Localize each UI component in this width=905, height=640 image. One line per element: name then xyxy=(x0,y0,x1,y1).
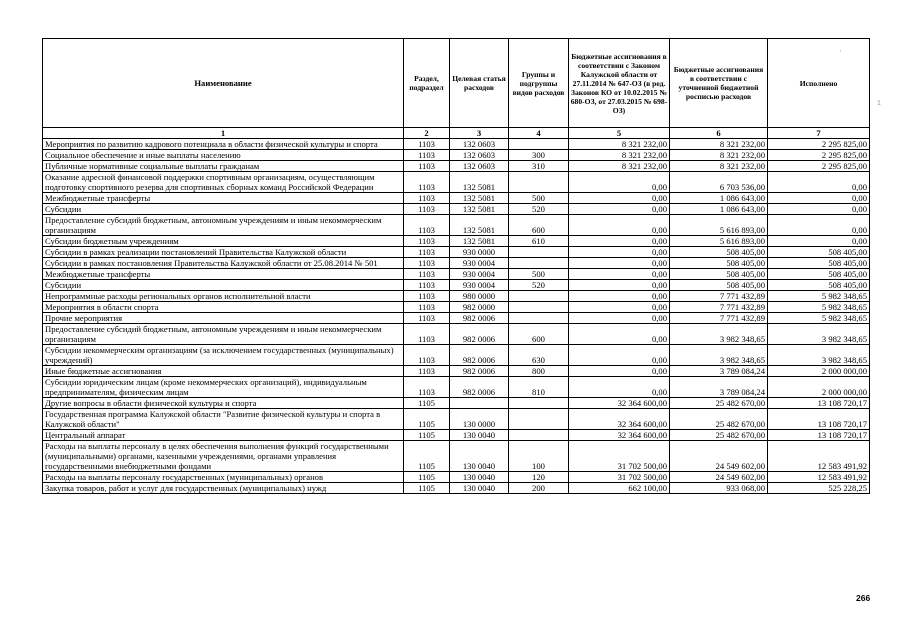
cell-group: 800 xyxy=(509,366,569,377)
cell-executed: 2 000 000,00 xyxy=(768,377,870,398)
table-row xyxy=(43,398,870,409)
table-row xyxy=(43,409,870,430)
table-row xyxy=(43,161,870,172)
cell-section: 1103 xyxy=(404,280,450,291)
table-row xyxy=(43,377,870,398)
cell-section: 1105 xyxy=(404,409,450,430)
header-groups: Группы и подгруппы видов расходов xyxy=(509,39,569,128)
cell-law-appropriations: 0,00 xyxy=(569,302,670,313)
table-row xyxy=(43,269,870,280)
cell-target: 980 0000 xyxy=(450,291,509,302)
cell-name: Закупка товаров, работ и услуг для государственных (муниципальных) нужд xyxy=(43,483,404,494)
cell-target: 982 0006 xyxy=(450,377,509,398)
cell-group: 520 xyxy=(509,280,569,291)
cell-law-appropriations: 662 100,00 xyxy=(569,483,670,494)
cell-name: Расходы на выплаты персоналу государственных (муниципальных) органов xyxy=(43,472,404,483)
cell-law-appropriations: 0,00 xyxy=(569,313,670,324)
cell-executed: 2 295 825,00 xyxy=(768,139,870,150)
cell-executed: 3 982 348,65 xyxy=(768,345,870,366)
cell-executed: 2 295 825,00 xyxy=(768,161,870,172)
table-row xyxy=(43,472,870,483)
cell-section: 1103 xyxy=(404,269,450,280)
cell-law-appropriations: 0,00 xyxy=(569,324,670,345)
cell-group: 120 xyxy=(509,472,569,483)
cell-group xyxy=(509,398,569,409)
cell-executed: 2 295 825,00 xyxy=(768,150,870,161)
cell-law-appropriations: 32 364 600,00 xyxy=(569,398,670,409)
cell-executed: 12 583 491,92 xyxy=(768,441,870,472)
column-number: 6 xyxy=(670,128,768,139)
cell-target: 130 0040 xyxy=(450,472,509,483)
cell-executed: 508 405,00 xyxy=(768,269,870,280)
cell-group xyxy=(509,313,569,324)
cell-target: 930 0000 xyxy=(450,247,509,258)
cell-target: 132 5081 xyxy=(450,193,509,204)
cell-target: 132 5081 xyxy=(450,236,509,247)
cell-refined-appropriations: 3 982 348,65 xyxy=(670,324,768,345)
cell-law-appropriations: 0,00 xyxy=(569,345,670,366)
cell-law-appropriations: 0,00 xyxy=(569,258,670,269)
cell-group: 600 xyxy=(509,324,569,345)
cell-section: 1103 xyxy=(404,291,450,302)
cell-refined-appropriations: 25 482 670,00 xyxy=(670,430,768,441)
cell-executed: 0,00 xyxy=(768,193,870,204)
cell-refined-appropriations: 24 549 602,00 xyxy=(670,441,768,472)
cell-law-appropriations: 0,00 xyxy=(569,236,670,247)
cell-group xyxy=(509,302,569,313)
header-law-appropriations: Бюджетные ассигнования в соответствии с Законом Калужской области от 27.11.2014 № 647-ОЗ (в ред. Законов КО от 10.02.2015 № 680-ОЗ, от 27.03.2015 № 698-ОЗ) xyxy=(569,39,670,128)
cell-executed: 13 108 720,17 xyxy=(768,398,870,409)
cell-law-appropriations: 0,00 xyxy=(569,204,670,215)
cell-section: 1103 xyxy=(404,366,450,377)
cell-executed: 508 405,00 xyxy=(768,280,870,291)
cell-name: Мероприятия в области спорта xyxy=(43,302,404,313)
cell-target xyxy=(450,398,509,409)
budget-table xyxy=(42,38,870,494)
cell-section: 1105 xyxy=(404,472,450,483)
cell-target: 130 0000 xyxy=(450,409,509,430)
scan-mark: 1 xyxy=(877,100,881,107)
cell-name: Субсидии xyxy=(43,204,404,215)
cell-refined-appropriations: 8 321 232,00 xyxy=(670,161,768,172)
table-row xyxy=(43,366,870,377)
cell-law-appropriations: 0,00 xyxy=(569,280,670,291)
cell-target: 130 0040 xyxy=(450,430,509,441)
cell-law-appropriations: 8 321 232,00 xyxy=(569,161,670,172)
cell-group: 500 xyxy=(509,193,569,204)
cell-refined-appropriations: 5 616 893,00 xyxy=(670,215,768,236)
table-row xyxy=(43,345,870,366)
cell-section: 1103 xyxy=(404,324,450,345)
cell-target: 982 0006 xyxy=(450,313,509,324)
cell-target: 930 0004 xyxy=(450,280,509,291)
cell-refined-appropriations: 933 068,00 xyxy=(670,483,768,494)
cell-law-appropriations: 8 321 232,00 xyxy=(569,150,670,161)
cell-section: 1103 xyxy=(404,302,450,313)
cell-group xyxy=(509,258,569,269)
table-row xyxy=(43,291,870,302)
cell-executed: 12 583 491,92 xyxy=(768,472,870,483)
table-row xyxy=(43,313,870,324)
cell-group: 500 xyxy=(509,269,569,280)
table-row xyxy=(43,302,870,313)
table-header xyxy=(43,39,870,139)
cell-target: 982 0006 xyxy=(450,366,509,377)
cell-name: Предоставление субсидий бюджетным, автономным учреждениям и иным некоммерческим организациям xyxy=(43,324,404,345)
cell-group: 610 xyxy=(509,236,569,247)
table-row xyxy=(43,150,870,161)
cell-section: 1103 xyxy=(404,377,450,398)
cell-name: Субсидии бюджетным учреждениям xyxy=(43,236,404,247)
table-row xyxy=(43,483,870,494)
cell-name: Оказание адресной финансовой поддержки спортивным организациям, осуществляющим подготовку спортивного резерва для спортивных сборных команд Российской Федерации xyxy=(43,172,404,193)
table-row xyxy=(43,172,870,193)
cell-name: Субсидии некоммерческим организациям (за исключением государственных (муниципальных) учреждений) xyxy=(43,345,404,366)
cell-refined-appropriations: 3 789 084,24 xyxy=(670,366,768,377)
cell-section: 1103 xyxy=(404,258,450,269)
cell-law-appropriations: 0,00 xyxy=(569,247,670,258)
cell-law-appropriations: 0,00 xyxy=(569,269,670,280)
cell-refined-appropriations: 7 771 432,89 xyxy=(670,313,768,324)
column-number: 5 xyxy=(569,128,670,139)
cell-group: 810 xyxy=(509,377,569,398)
cell-name: Социальное обеспечение и иные выплаты населению xyxy=(43,150,404,161)
table-row xyxy=(43,258,870,269)
cell-refined-appropriations: 6 703 536,00 xyxy=(670,172,768,193)
cell-target: 132 5081 xyxy=(450,215,509,236)
cell-section: 1103 xyxy=(404,150,450,161)
cell-section: 1103 xyxy=(404,161,450,172)
cell-refined-appropriations: 1 086 643,00 xyxy=(670,193,768,204)
cell-group xyxy=(509,247,569,258)
cell-section: 1103 xyxy=(404,236,450,247)
cell-executed: 0,00 xyxy=(768,236,870,247)
cell-section: 1103 xyxy=(404,247,450,258)
cell-section: 1103 xyxy=(404,139,450,150)
cell-name: Прочие мероприятия xyxy=(43,313,404,324)
cell-name: Расходы на выплаты персоналу в целях обеспечения выполнения функций государственными (муниципальными) органами, казенными учреждениями, органами управления государственными внебюджетными фондами xyxy=(43,441,404,472)
cell-group: 600 xyxy=(509,215,569,236)
cell-executed: 508 405,00 xyxy=(768,258,870,269)
cell-executed: 5 982 348,65 xyxy=(768,313,870,324)
cell-target: 132 0603 xyxy=(450,161,509,172)
cell-group: 100 xyxy=(509,441,569,472)
cell-target: 132 5081 xyxy=(450,172,509,193)
cell-refined-appropriations: 24 549 602,00 xyxy=(670,472,768,483)
cell-group xyxy=(509,291,569,302)
table-row xyxy=(43,236,870,247)
cell-section: 1103 xyxy=(404,172,450,193)
budget-report-sheet xyxy=(42,38,869,494)
cell-law-appropriations: 32 364 600,00 xyxy=(569,430,670,441)
cell-refined-appropriations: 8 321 232,00 xyxy=(670,150,768,161)
cell-name: Публичные нормативные социальные выплаты гражданам xyxy=(43,161,404,172)
cell-group: 630 xyxy=(509,345,569,366)
cell-target: 130 0040 xyxy=(450,441,509,472)
cell-section: 1105 xyxy=(404,441,450,472)
cell-law-appropriations: 0,00 xyxy=(569,172,670,193)
cell-name: Мероприятия по развитию кадрового потенциала в области физической культуры и спорта xyxy=(43,139,404,150)
table-row xyxy=(43,139,870,150)
cell-executed: 13 108 720,17 xyxy=(768,409,870,430)
cell-target: 130 0040 xyxy=(450,483,509,494)
header-name: Наименование xyxy=(43,39,404,128)
cell-group xyxy=(509,139,569,150)
cell-group xyxy=(509,430,569,441)
cell-target: 982 0000 xyxy=(450,302,509,313)
cell-refined-appropriations: 508 405,00 xyxy=(670,280,768,291)
cell-executed: 0,00 xyxy=(768,204,870,215)
header-target: Целевая статья расходов xyxy=(450,39,509,128)
cell-name: Непрограммные расходы региональных органов исполнительной власти xyxy=(43,291,404,302)
cell-name: Иные бюджетные ассигнования xyxy=(43,366,404,377)
cell-executed: 5 982 348,65 xyxy=(768,302,870,313)
cell-executed: 0,00 xyxy=(768,215,870,236)
cell-name: Межбюджетные трансферты xyxy=(43,193,404,204)
cell-refined-appropriations: 5 616 893,00 xyxy=(670,236,768,247)
cell-refined-appropriations: 1 086 643,00 xyxy=(670,204,768,215)
table-row xyxy=(43,215,870,236)
cell-refined-appropriations: 508 405,00 xyxy=(670,258,768,269)
cell-section: 1105 xyxy=(404,430,450,441)
table-body xyxy=(43,139,870,494)
column-number: 1 xyxy=(43,128,404,139)
cell-law-appropriations: 31 702 500,00 xyxy=(569,472,670,483)
cell-refined-appropriations: 508 405,00 xyxy=(670,269,768,280)
scan-mark: ' xyxy=(840,50,842,57)
cell-target: 982 0006 xyxy=(450,345,509,366)
cell-refined-appropriations: 3 982 348,65 xyxy=(670,345,768,366)
cell-section: 1103 xyxy=(404,193,450,204)
page-number: 266 xyxy=(856,593,871,603)
column-number: 2 xyxy=(404,128,450,139)
cell-section: 1103 xyxy=(404,345,450,366)
cell-section: 1105 xyxy=(404,483,450,494)
column-number: 7 xyxy=(768,128,870,139)
cell-executed: 508 405,00 xyxy=(768,247,870,258)
cell-target: 930 0004 xyxy=(450,269,509,280)
header-row xyxy=(43,39,870,128)
table-row xyxy=(43,324,870,345)
cell-law-appropriations: 32 364 600,00 xyxy=(569,409,670,430)
cell-name: Государственная программа Калужской области "Развитие физической культуры и спорта в Калужской области" xyxy=(43,409,404,430)
cell-law-appropriations: 8 321 232,00 xyxy=(569,139,670,150)
cell-name: Центральный аппарат xyxy=(43,430,404,441)
cell-section: 1103 xyxy=(404,204,450,215)
cell-law-appropriations: 0,00 xyxy=(569,377,670,398)
cell-refined-appropriations: 7 771 432,89 xyxy=(670,291,768,302)
cell-target: 132 5081 xyxy=(450,204,509,215)
cell-target: 982 0006 xyxy=(450,324,509,345)
cell-target: 132 0603 xyxy=(450,150,509,161)
cell-executed: 525 228,25 xyxy=(768,483,870,494)
cell-group xyxy=(509,172,569,193)
cell-law-appropriations: 0,00 xyxy=(569,215,670,236)
table-row xyxy=(43,247,870,258)
cell-section: 1103 xyxy=(404,215,450,236)
cell-law-appropriations: 0,00 xyxy=(569,193,670,204)
cell-group xyxy=(509,409,569,430)
cell-refined-appropriations: 25 482 670,00 xyxy=(670,409,768,430)
cell-law-appropriations: 0,00 xyxy=(569,366,670,377)
cell-section: 1105 xyxy=(404,398,450,409)
cell-name: Предоставление субсидий бюджетным, автономным учреждениям и иным некоммерческим организациям xyxy=(43,215,404,236)
table-row xyxy=(43,204,870,215)
cell-name: Субсидии в рамках реализации постановлений Правительства Калужской области xyxy=(43,247,404,258)
cell-executed: 2 000 000,00 xyxy=(768,366,870,377)
cell-name: Субсидии юридическим лицам (кроме некоммерческих организаций), индивидуальным предпринимателям, физическим лицам xyxy=(43,377,404,398)
cell-refined-appropriations: 8 321 232,00 xyxy=(670,139,768,150)
cell-target: 930 0004 xyxy=(450,258,509,269)
table-row xyxy=(43,193,870,204)
cell-executed: 3 982 348,65 xyxy=(768,324,870,345)
header-section: Раздел, подраздел xyxy=(404,39,450,128)
cell-group: 300 xyxy=(509,150,569,161)
cell-law-appropriations: 31 702 500,00 xyxy=(569,441,670,472)
cell-group: 520 xyxy=(509,204,569,215)
cell-executed: 0,00 xyxy=(768,172,870,193)
cell-refined-appropriations: 508 405,00 xyxy=(670,247,768,258)
cell-executed: 13 108 720,17 xyxy=(768,430,870,441)
cell-group: 310 xyxy=(509,161,569,172)
cell-refined-appropriations: 25 482 670,00 xyxy=(670,398,768,409)
cell-name: Другие вопросы в области физической культуры и спорта xyxy=(43,398,404,409)
column-number-row xyxy=(43,128,870,139)
cell-name: Субсидии xyxy=(43,280,404,291)
header-executed: Исполнено xyxy=(768,39,870,128)
cell-refined-appropriations: 3 789 084,24 xyxy=(670,377,768,398)
cell-section: 1103 xyxy=(404,313,450,324)
table-row xyxy=(43,430,870,441)
cell-target: 132 0603 xyxy=(450,139,509,150)
column-number: 4 xyxy=(509,128,569,139)
cell-group: 200 xyxy=(509,483,569,494)
header-refined-appropriations: Бюджетные ассигнования в соответствии с уточненной бюджетной росписью расходов xyxy=(670,39,768,128)
cell-name: Субсидии в рамках постановления Правительства Калужской области от 25.08.2014 № 501 xyxy=(43,258,404,269)
cell-refined-appropriations: 7 771 432,89 xyxy=(670,302,768,313)
cell-law-appropriations: 0,00 xyxy=(569,291,670,302)
table-row xyxy=(43,280,870,291)
table-row xyxy=(43,441,870,472)
cell-executed: 5 982 348,65 xyxy=(768,291,870,302)
cell-name: Межбюджетные трансферты xyxy=(43,269,404,280)
column-number: 3 xyxy=(450,128,509,139)
